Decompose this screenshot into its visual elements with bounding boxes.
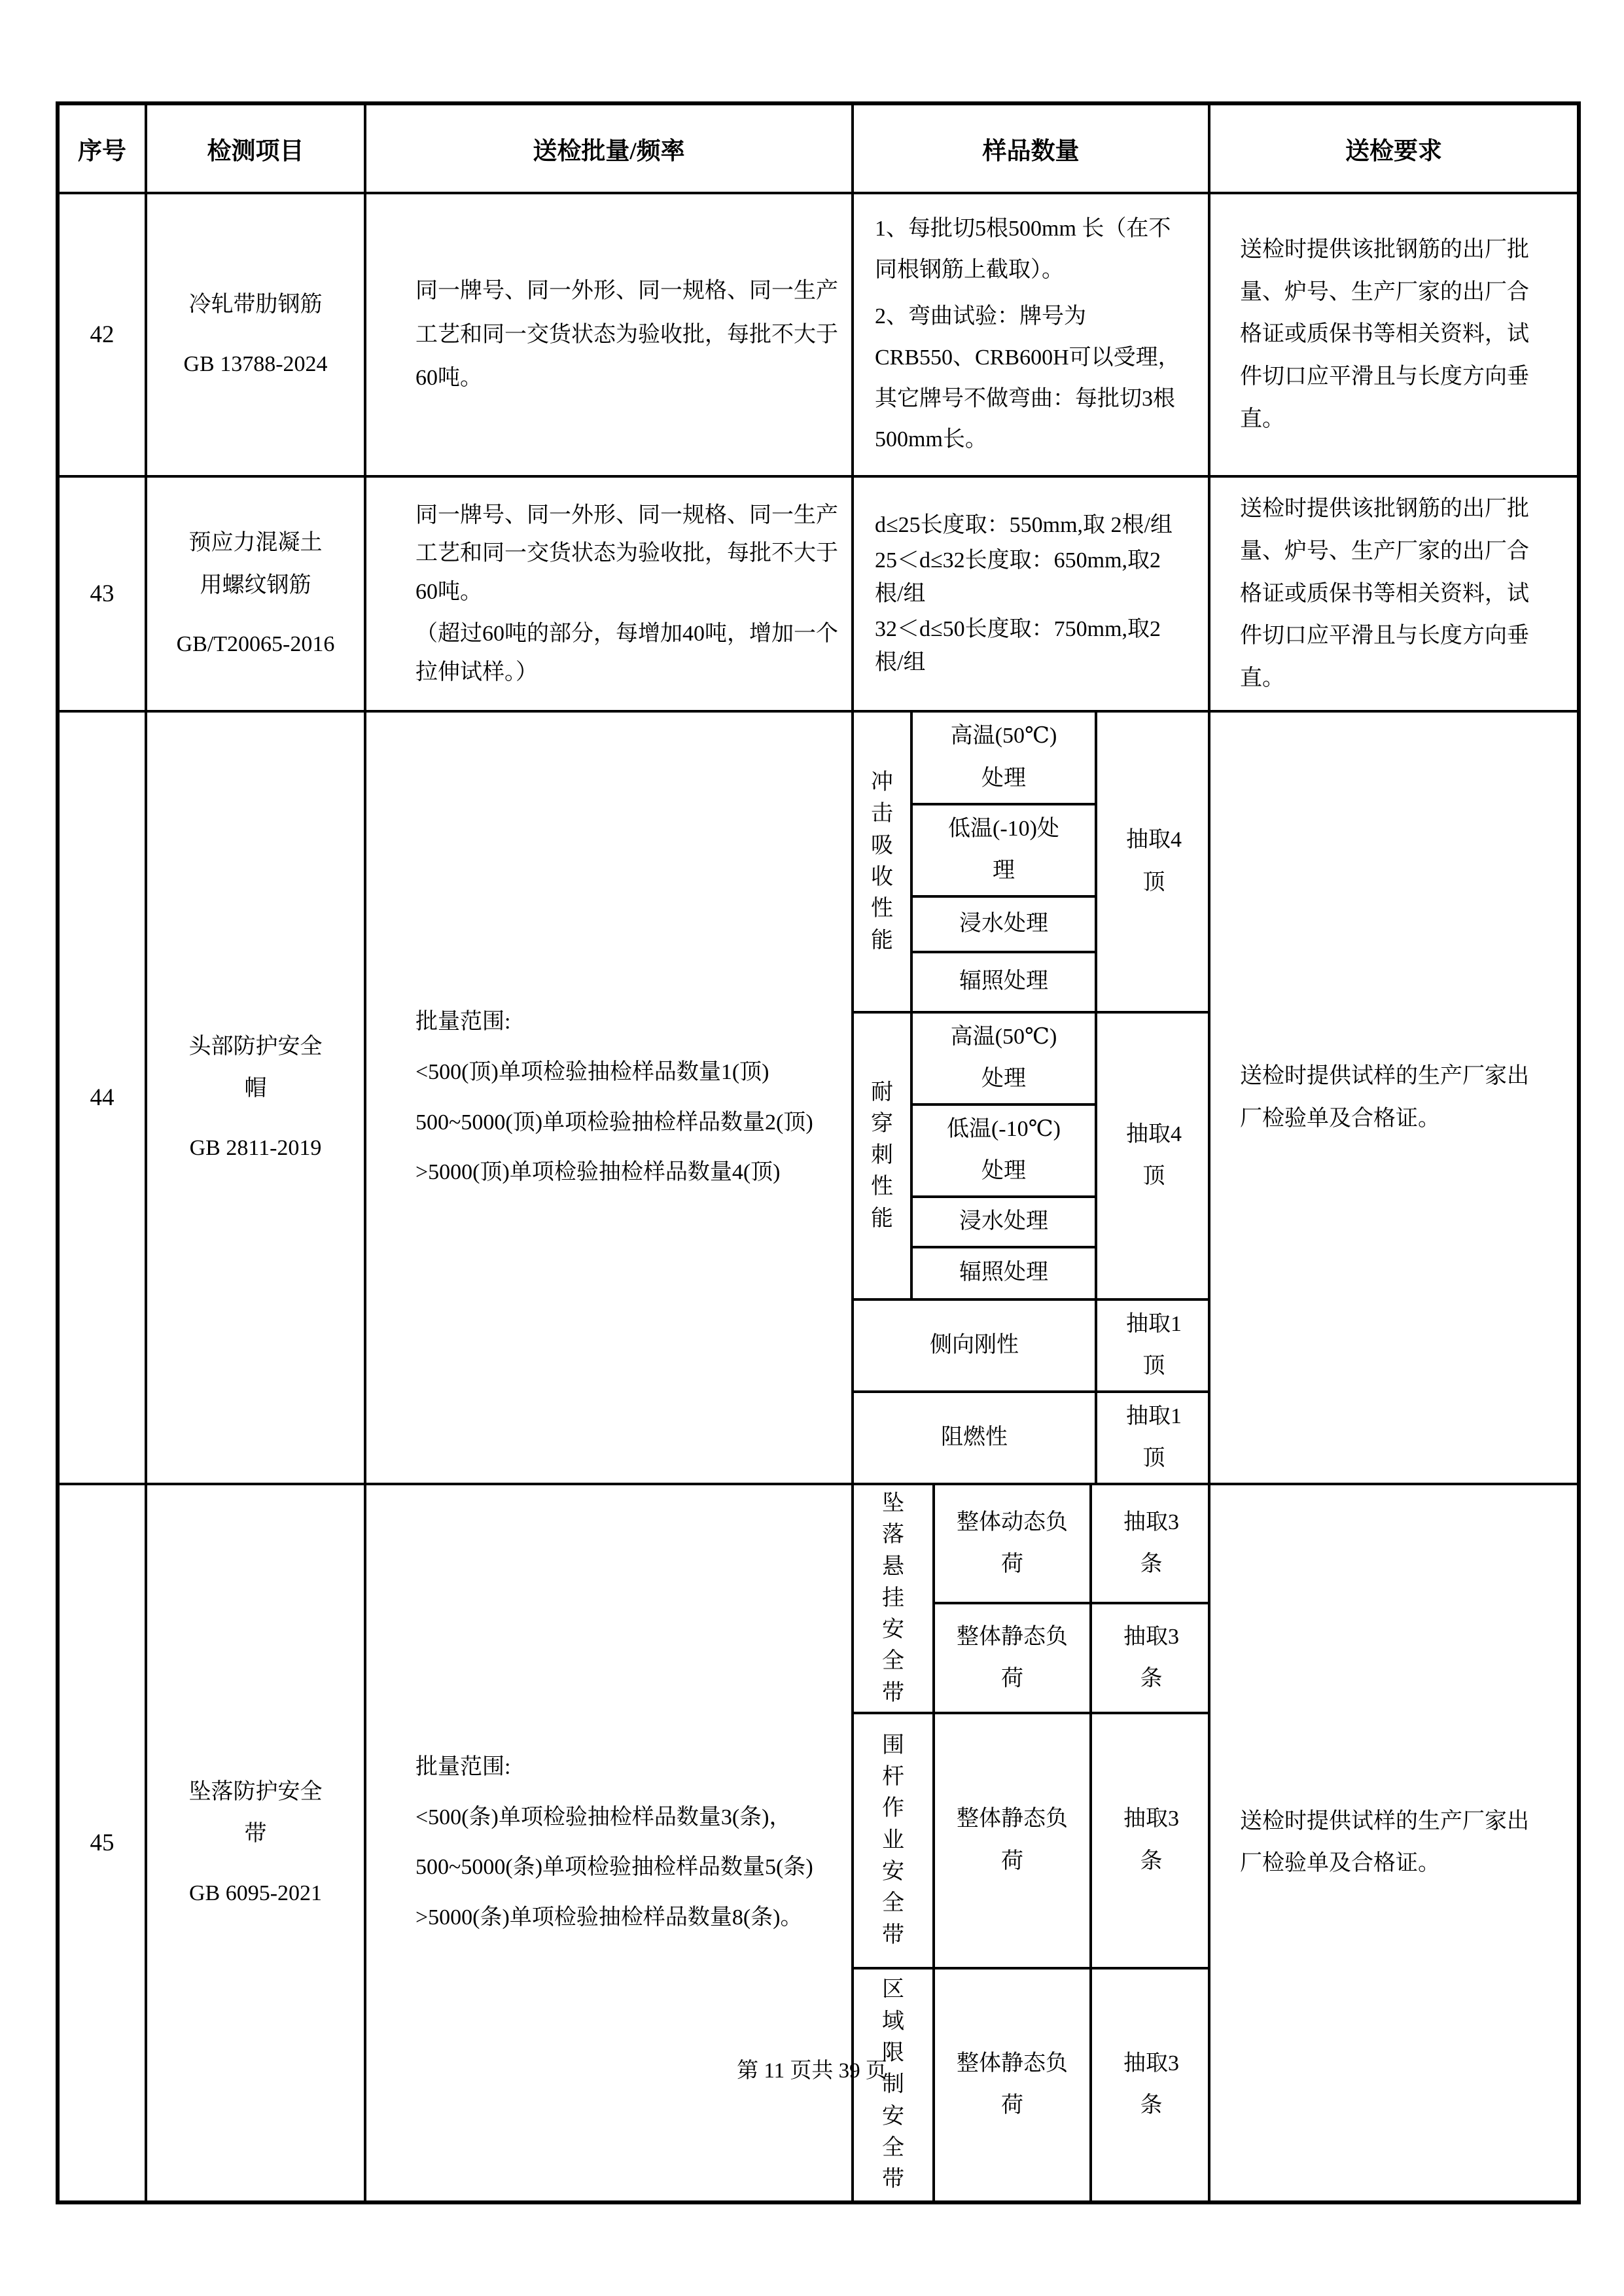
table-row-45 [58,1484,1579,2202]
count-line: 条 [1140,1848,1163,1873]
requirement-cell: 送检时提供该批钢筋的出厂批量、炉号、生产厂家的出厂合格证或质保书等相关资料，试件切口应平滑且与长度方向垂直。 [1209,476,1579,711]
item-cell [146,711,365,1484]
test-item-cell [934,1968,1091,2200]
count-line: 顶 [1142,870,1165,894]
sample-subtable-cell [853,711,1209,1484]
item-name-line: 带 [244,1822,267,1846]
test-item-line: 荷 [1001,2093,1023,2118]
batch-paragraph: 批量范围: [415,1755,511,1780]
item-cell [146,1484,365,2202]
treatment-line: 辐照处理 [959,969,1048,994]
sample-paragraph: 1、每批切5根500mm 长（在不同根钢筋上截取）。 [875,217,1171,282]
count-line: 条 [1140,1552,1163,1577]
col-header-item: 检测项目 [146,103,365,193]
batch-paragraph: 同一牌号、同一外形、同一规格、同一生产工艺和同一交货状态为验收批，每批不大于60吨。 [415,503,838,604]
treatment-cell [911,1197,1096,1247]
belt-type-label: 区域限制安全带 [854,1968,934,2200]
item-standard: GB/T20065-2016 [176,632,335,657]
item-standard: GB 2811-2019 [189,1135,322,1160]
treatment-line: 浸水处理 [959,911,1048,936]
batch-paragraph: <500(条)单项检验抽检样品数量3(条)， [415,1805,792,1829]
item-name-line: 头部防护安全 [188,1034,323,1059]
batch-cell [365,711,853,1484]
table-row-42 [58,193,1579,476]
batch-paragraph: 批量范围: [415,1010,511,1034]
sample-count-cell [1096,1392,1210,1483]
sample-cell [853,476,1209,711]
treatment-cell [911,804,1096,896]
seq-cell: 42 [58,193,146,476]
batch-paragraph: >5000(顶)单项检验抽检样品数量4(顶) [415,1160,781,1185]
col-header-batch: 送检批量/频率 [365,103,853,193]
item-cell [146,476,365,711]
table-row-44 [58,711,1579,1484]
sample-subtable-cell [853,1484,1209,2202]
batch-cell [365,476,853,711]
count-line: 抽取3 [1123,2051,1179,2075]
sample-count-cell [1096,1012,1210,1299]
test-item-line: 整体动态负 [957,1510,1068,1534]
treatment-line: 处理 [981,1159,1026,1184]
sample-paragraph: 32＜d≤50长度取：750mm,取2根/组 [875,617,1161,675]
col-header-sample: 样品数量 [853,103,1209,193]
seq-cell: 44 [58,711,146,1484]
test-item-line: 荷 [1001,1552,1023,1577]
sample-cell [853,193,1209,476]
test-item-cell [934,1485,1091,1603]
test-item-cell [934,1603,1091,1712]
batch-cell [365,193,853,476]
treatment-line: 浸水处理 [959,1209,1048,1234]
treatment-cell [911,713,1096,804]
test-item-line: 荷 [1001,1667,1023,1691]
item-name-line: 坠落防护安全 [188,1779,323,1804]
count-line: 顶 [1142,1164,1165,1189]
item-standard: GB 6095-2021 [188,1881,323,1905]
belt-type-label: 坠落悬挂安全带 [854,1485,934,1713]
item-name-line: 帽 [244,1076,267,1101]
treatment-line: 低温(-10℃) [946,1116,1061,1141]
count-line: 顶 [1142,1354,1165,1379]
batch-paragraph: 500~5000(条)单项检验抽检样品数量5(条) [415,1855,813,1880]
treatment-line: 辐照处理 [959,1260,1048,1285]
item-name-line: 预应力混凝土 [188,530,323,555]
belt-type-label: 围杆作业安全带 [854,1713,934,1968]
count-line: 条 [1140,2093,1163,2118]
sample-subtable [854,713,1210,1483]
count-line: 抽取3 [1123,1624,1179,1649]
page-footer: 第 11 页共 39 页 [737,2059,887,2083]
test-item-line: 整体静态负 [957,1807,1068,1831]
treatment-cell [911,1247,1096,1299]
sample-count-cell [1096,1299,1210,1392]
sample-subtable [854,1485,1210,2200]
count-line: 顶 [1142,1446,1165,1471]
count-line: 抽取4 [1126,828,1182,853]
treatment-cell [911,896,1096,952]
count-line: 条 [1140,1667,1163,1691]
count-line: 抽取1 [1126,1404,1182,1428]
count-line: 抽取4 [1126,1122,1182,1146]
requirement-cell: 送检时提供试样的生产厂家出厂检验单及合格证。 [1209,1484,1579,2202]
batch-cell [365,1484,853,2202]
treatment-line: 低温(-10)处 [948,816,1059,841]
requirement-cell: 送检时提供试样的生产厂家出厂检验单及合格证。 [1209,711,1579,1484]
batch-paragraph: 同一牌号、同一外形、同一规格、同一生产工艺和同一交货状态为验收批，每批不大于60吨。 [415,279,838,390]
count-line: 抽取1 [1126,1311,1182,1336]
batch-paragraph: >5000(条)单项检验抽检样品数量8(条)。 [415,1905,803,1930]
treatment-line: 高温(50℃) [950,724,1057,749]
item-name-line: 冷轧带肋钢筋 [188,292,323,317]
col-header-seq: 序号 [58,103,146,193]
test-item-line: 整体静态负 [957,2051,1068,2075]
treatment-line: 处理 [981,1067,1026,1091]
test-item-cell: 侧向刚性 [854,1299,1096,1392]
test-item-cell: 阻燃性 [854,1392,1096,1483]
table-header-row [58,103,1579,193]
sample-paragraph: 25＜d≤32长度取：650mm,取2根/组 [875,548,1161,607]
test-group-label: 耐穿刺性能 [854,1012,911,1299]
batch-paragraph: （超过60吨的部分，每增加40吨，增加一个拉伸试样。） [415,622,838,684]
batch-paragraph: <500(顶)单项检验抽检样品数量1(顶) [415,1060,769,1085]
sample-count-cell [1091,1713,1210,1968]
count-line: 抽取3 [1123,1510,1179,1534]
col-header-requirement: 送检要求 [1209,103,1579,193]
test-group-label: 冲击吸收性能 [854,713,911,1012]
treatment-line: 理 [993,858,1015,883]
sample-paragraph: 2、弯曲试验：牌号为 CRB550、CRB600H可以受理，其它牌号不做弯曲：每批切3根500mm长。 [875,304,1180,452]
inspection-table [56,101,1581,2204]
treatment-line: 处理 [981,766,1026,790]
treatment-line: 高温(50℃) [950,1024,1057,1049]
test-item-line: 荷 [1001,1848,1023,1873]
treatment-cell [911,1104,1096,1197]
seq-cell: 45 [58,1484,146,2202]
sample-count-cell [1096,713,1210,1012]
item-cell [146,193,365,476]
requirement-cell: 送检时提供该批钢筋的出厂批量、炉号、生产厂家的出厂合格证或质保书等相关资料，试件切口应平滑且与长度方向垂直。 [1209,193,1579,476]
seq-cell: 43 [58,476,146,711]
sample-paragraph: d≤25长度取：550mm,取 2根/组 [875,513,1173,538]
treatment-cell [911,952,1096,1012]
treatment-cell [911,1012,1096,1104]
sample-count-cell [1091,1603,1210,1712]
table-row-43 [58,476,1579,711]
item-name-line: 用螺纹钢筋 [200,573,311,597]
count-line: 抽取3 [1123,1807,1179,1831]
item-standard: GB 13788-2024 [183,351,328,376]
test-item-cell [934,1713,1091,1968]
batch-paragraph: 500~5000(顶)单项检验抽检样品数量2(顶) [415,1110,813,1135]
sample-count-cell [1091,1968,1210,2200]
test-item-line: 整体静态负 [957,1624,1068,1649]
sample-count-cell [1091,1485,1210,1603]
